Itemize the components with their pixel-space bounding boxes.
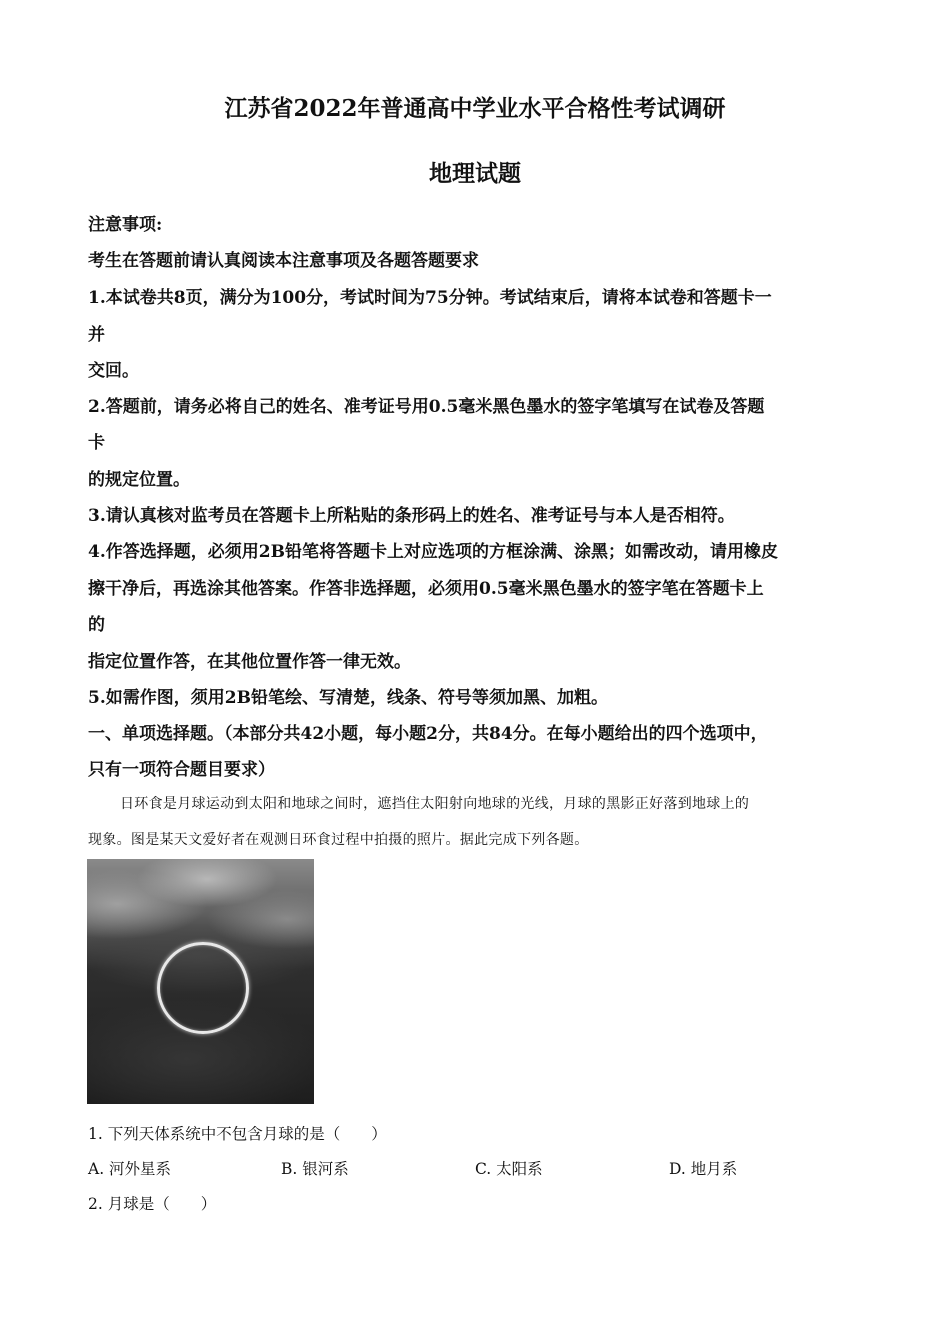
- option-c: C. 太阳系: [475, 1160, 543, 1178]
- page-title: 江苏省2022年普通高中学业水平合格性考试调研: [224, 95, 726, 122]
- option-a: A. 河外星系: [88, 1160, 172, 1178]
- notice-line: 卡: [88, 433, 105, 453]
- notice-line: 3.请认真核对监考员在答题卡上所粘贴的条形码上的姓名、准考证号与本人是否相符。: [88, 506, 735, 526]
- page-subtitle: 地理试题: [429, 160, 521, 187]
- passage-line: 现象。图是某天文爱好者在观测日环食过程中拍摄的照片。据此完成下列各题。: [88, 832, 589, 848]
- passage-line: 日环食是月球运动到太阳和地球之间时，遮挡住太阳射向地球的光线，月球的黑影正好落到地球上的: [120, 796, 750, 812]
- section-heading-cont: 只有一项符合题目要求）: [88, 760, 275, 780]
- question-2: 2. 月球是（ ）: [88, 1195, 217, 1213]
- notice-line: 2.答题前，请务必将自己的姓名、准考证号用0.5毫米黑色墨水的签字笔填写在试卷及答题: [88, 397, 765, 417]
- notice-line: 考生在答题前请认真阅读本注意事项及各题答题要求: [88, 251, 479, 271]
- eclipse-photo: [87, 859, 314, 1104]
- question-1: 1. 下列天体系统中不包含月球的是（ ）: [88, 1125, 387, 1143]
- notice-line: 5.如需作图，须用2B铅笔绘、写清楚，线条、符号等须加黑、加粗。: [88, 688, 608, 708]
- notice-line: 1.本试卷共8页，满分为100分，考试时间为75分钟。考试结束后，请将本试卷和答题卡一: [88, 288, 772, 308]
- notice-heading: 注意事项:: [88, 215, 163, 235]
- option-b: B. 银河系: [281, 1160, 349, 1178]
- notice-line: 4.作答选择题，必须用2B铅笔将答题卡上对应选项的方框涂满、涂黑；如需改动，请用橡皮: [88, 542, 778, 562]
- notice-line: 擦干净后，再选涂其他答案。作答非选择题，必须用0.5毫米黑色墨水的签字笔在答题卡上: [88, 579, 764, 599]
- notice-line: 指定位置作答，在其他位置作答一律无效。: [88, 652, 411, 672]
- eclipse-ring: [157, 942, 249, 1034]
- notice-line: 交回。: [88, 361, 139, 381]
- notice-line: 的规定位置。: [88, 470, 190, 490]
- notice-line: 的: [88, 615, 105, 635]
- option-d: D. 地月系: [669, 1160, 738, 1178]
- section-heading: 一、单项选择题。（本部分共42小题，每小题2分，共84分。在每小题给出的四个选项中，: [88, 724, 768, 744]
- notice-line: 并: [88, 325, 105, 345]
